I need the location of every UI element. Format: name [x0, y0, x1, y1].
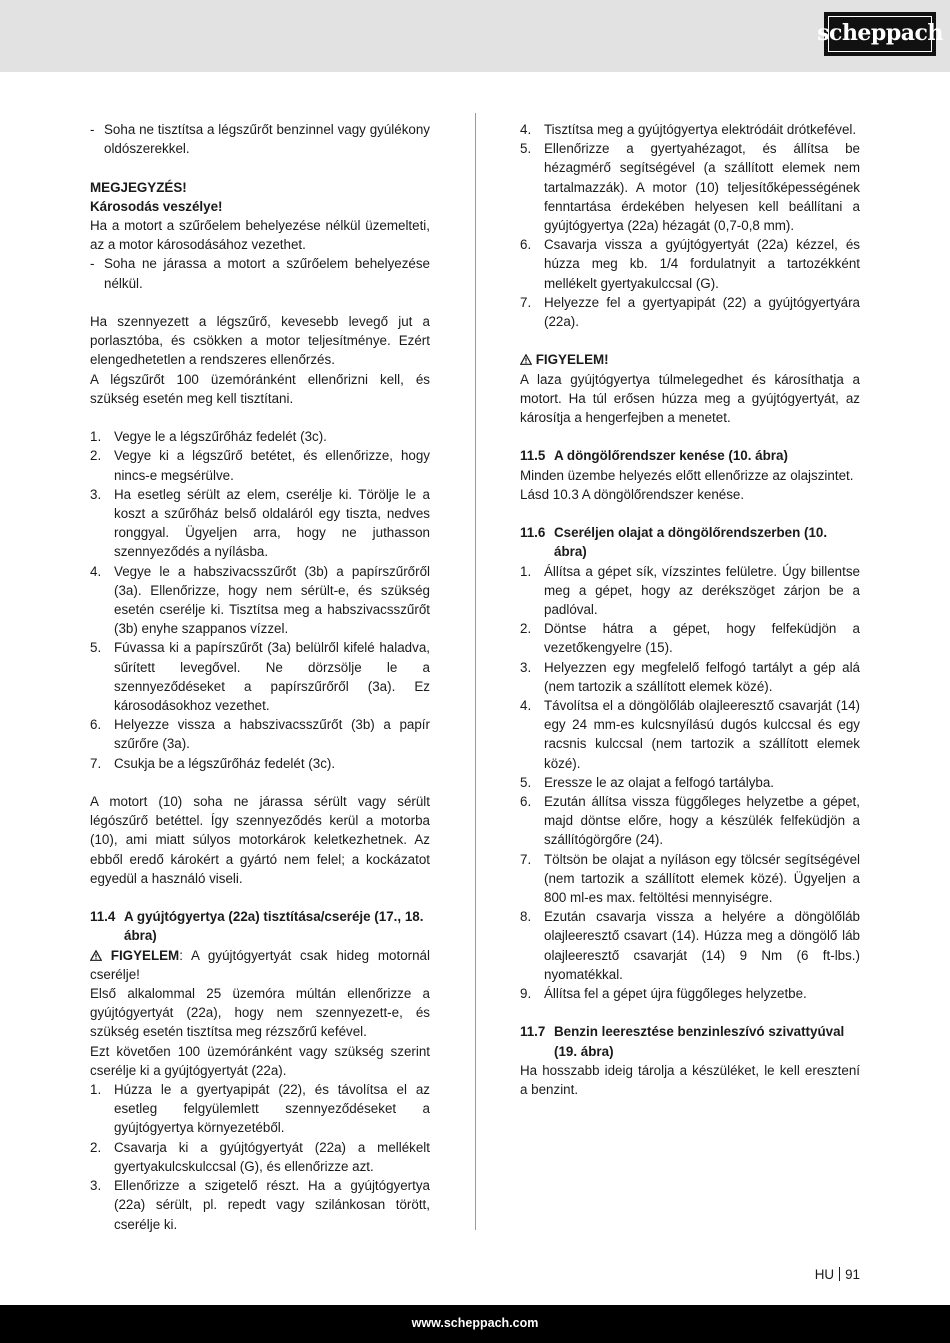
paragraph: Ezt követően 100 üzemóránként vagy szükség szerint cserélje ki a gyújtógyertyát (22a).: [90, 1043, 430, 1078]
list-item: 9. Állítsa fel a gépet újra függőleges helyzetbe.: [520, 986, 807, 1002]
paragraph: Minden üzembe helyezés előtt ellenőrizze az olajszintet.: [520, 467, 854, 483]
note-text: Ha a motort a szűrőelem behelyezése nélkül üzemelteti, az a motor károsodásához vezethet.: [90, 218, 430, 253]
list-item: 8. Ezután csavarja vissza a helyére a döngölőláb olajleeresztő csavart (14). Húzza meg a döngölő láb olajleeresztő csavarját (14) 9 Nm (6 ft-lbs.) nyomatékkal.: [520, 909, 860, 982]
note-subtitle: Károsodás veszélye!: [90, 198, 223, 214]
list-item: 1. Vegye le a légszűrőház fedelét (3c).: [90, 429, 327, 445]
list-item: 3. Ha esetleg sérült az elem, cserélje ki. Törölje le a koszt a szűrőház belső oldaláról egy tiszta, nedves ronggyal. Ügyeljen arra, hogy ne juthasson szennyeződés a nyílásba.: [90, 486, 430, 560]
list-item: 2. Csavarja ki a gyújtógyertyát (22a) a mellékelt gyertyakulcskulccsal (G), és ellenőrizze azt.: [90, 1139, 430, 1174]
note-title: MEGJEGYZÉS!: [90, 179, 187, 195]
paragraph: Ha hosszabb ideig tárolja a készüléket, le kell eresztení a benzint.: [520, 1062, 860, 1098]
list-item: 6. Helyezze vissza a habszivacsszűrőt (3b) a papír szűrőre (3a).: [90, 717, 430, 752]
list-item: 4. Tisztítsa meg a gyújtógyertya elektródáit drótkefével.: [520, 122, 857, 137]
page-number: HU 91: [814, 1267, 860, 1282]
list-item: 5. Fúvassa ki a papírszűrőt (3a) belülről kifelé haladva, sűrített levegővel. Ne dörzsölje le a szennyeződéseket a papírszűrőről (3a). Ez károsodásokhoz vezethet.: [90, 640, 430, 714]
paragraph: A motort (10) soha ne járassa sérült vagy sérült légószűrő betéttel. Így szennyeződés kerül a motorba (10), ami miatt súlyos motorkárok keletkezhetnek. Az ebből eredő károkért a gyártó nem felel; a kockázatot egyedül a használó viseli.: [90, 794, 430, 886]
warning: FIGYELEM: A gyújtógyertyát csak hideg motornál cserélje!: [90, 947, 430, 982]
footer-bar: [0, 1305, 950, 1343]
list-item: 2. Döntse hátra a gépet, hogy felfeküdjön a vezetőkengyelre (15).: [520, 621, 860, 656]
list-item: 4. Vegye le a habszivacsszűrőt (3b) a papírszűrőről (3a). Ellenőrizze, hogy nem sérült-e, és szükség esetén cserélje ki. Tisztítsa meg a habszivacsszűrőt (3b) enyhe szappanos vízzel.: [90, 563, 430, 637]
list-item: 7. Töltsön be olajat a nyíláson egy tölcsér segítségével (nem tartozik a szállított elemek közé). Ügyeljen a 800 ml-es max. feltöltési mennyiségre.: [520, 851, 860, 906]
paragraph: Első alkalommal 25 üzemóra múltán ellenőrizze a gyújtógyertyát (22a), hogy nem szennyezett-e, és szükség esetén tisztítsa meg rézszőrű kefével.: [90, 986, 430, 1040]
list-item: 6. Ezután állítsa vissza függőleges helyzetbe a gépet, majd döntse előre, hogy a készülék felfeküdjön a szállítógörgőre (24).: [520, 794, 860, 848]
paragraph: Lásd 10.3 A döngölőrendszer kenése.: [520, 486, 745, 502]
warning-text: A laza gyújtógyertya túlmelegedhet és károsíthatja a motort. Ha túl erősen húzza meg a gyújtógyertyát, az károsítja a hengerfejben a menetet.: [520, 371, 860, 426]
list-item: 1. Állítsa a gépet sík, vízszintes felületre. Úgy billentse meg a gépet, hogy az derékszöget zárjon be a padlóval.: [520, 563, 860, 618]
list-item: - Soha ne tisztítsa a légszűrőt benzinnel vagy gyúlékony oldószerekkel.: [90, 122, 430, 157]
header-bar: [0, 0, 950, 72]
section-heading: 11.4 A gyújtógyertya (22a) tisztítása/cseréje (17., 18. ábra): [90, 909, 424, 944]
list-item: 4. Távolítsa el a döngölőláb olajleeresztő csavarját (14) egy 24 mm-es kulcsnyílású dugós kulccsal és egy racsnis kulccsal (nem tartozik a szállított elemek közé).: [520, 698, 860, 771]
list-item: 7. Csukja be a légszűrőház fedelét (3c).: [90, 755, 336, 771]
warning-title: FIGYELEM!: [520, 350, 860, 369]
website-link[interactable]: www.scheppach.com: [411, 1316, 539, 1331]
warning-icon: [90, 950, 102, 961]
list-item: 7. Helyezze fel a gyertyapipát (22) a gyújtógyertyára (22a).: [520, 294, 860, 330]
list-item: 3. Helyezzen egy megfelelő felfogó tartályt a gép alá (nem tartozik a szállított elemek közé).: [520, 659, 860, 694]
paragraph: Ha szennyezett a légszűrő, kevesebb levegő jut a porlasztóba, és csökken a motor teljesítménye. Ezért elengedhetetlen a rendszeres ellenőrzés.: [90, 314, 430, 368]
left-column: [90, 120, 430, 1234]
section-heading: 11.6 Cseréljen olajat a döngölőrendszerben (10. ábra): [520, 525, 828, 560]
list-item: 2. Vegye ki a légszűrő betétet, és ellenőrizze, hogy nincs-e megsérülve.: [90, 448, 430, 483]
warning-icon: [520, 354, 532, 365]
list-item: 3. Ellenőrizze a szigetelő részt. Ha a gyújtógyertya (22a) sérült, pl. repedt vagy szilánkosan törött, cserélje ki.: [90, 1178, 430, 1232]
section-heading: 11.7 Benzin leeresztése benzinleszívó szivattyúval (19. ábra): [520, 1024, 845, 1059]
brand-logo: scheppach: [824, 12, 936, 56]
list-item: - Soha ne járassa a motort a szűrőelem behelyezése nélkül.: [90, 256, 430, 291]
paragraph: A légszűrőt 100 üzemóránként ellenőrizni kell, és szükség esetén meg kell tisztítani.: [90, 371, 430, 406]
list-item: 6. Csavarja vissza a gyújtógyertyát (22a) kézzel, és húzza meg kb. 1/4 fordulatnyit a tartozékként mellékelt gyertyakulccsal (G).: [520, 237, 860, 291]
section-heading: 11.5 A döngölőrendszer kenése (10. ábra): [520, 448, 788, 464]
list-item: 5. Eressze le az olajat a felfogó tartályba.: [520, 774, 775, 790]
list-item: 5. Ellenőrizze a gyertyahézagot, és állítsa be hézagmérő segítségével (a szállított elemek nem tartalmazzák). A motor (10) teljesítőképességének fenntartása érdekében helyesen kell beállítani a gyújtógyertya (22a) hézagát (0,7-0,8 mm).: [520, 141, 860, 234]
list-item: 1. Húzza le a gyertyapipát (22), és távolítsa el az esetleg felgyülemlett szennyeződéseket a gyújtógyertya környezetéből.: [90, 1082, 430, 1136]
column-divider: [475, 113, 476, 1230]
right-column: [520, 120, 860, 1099]
